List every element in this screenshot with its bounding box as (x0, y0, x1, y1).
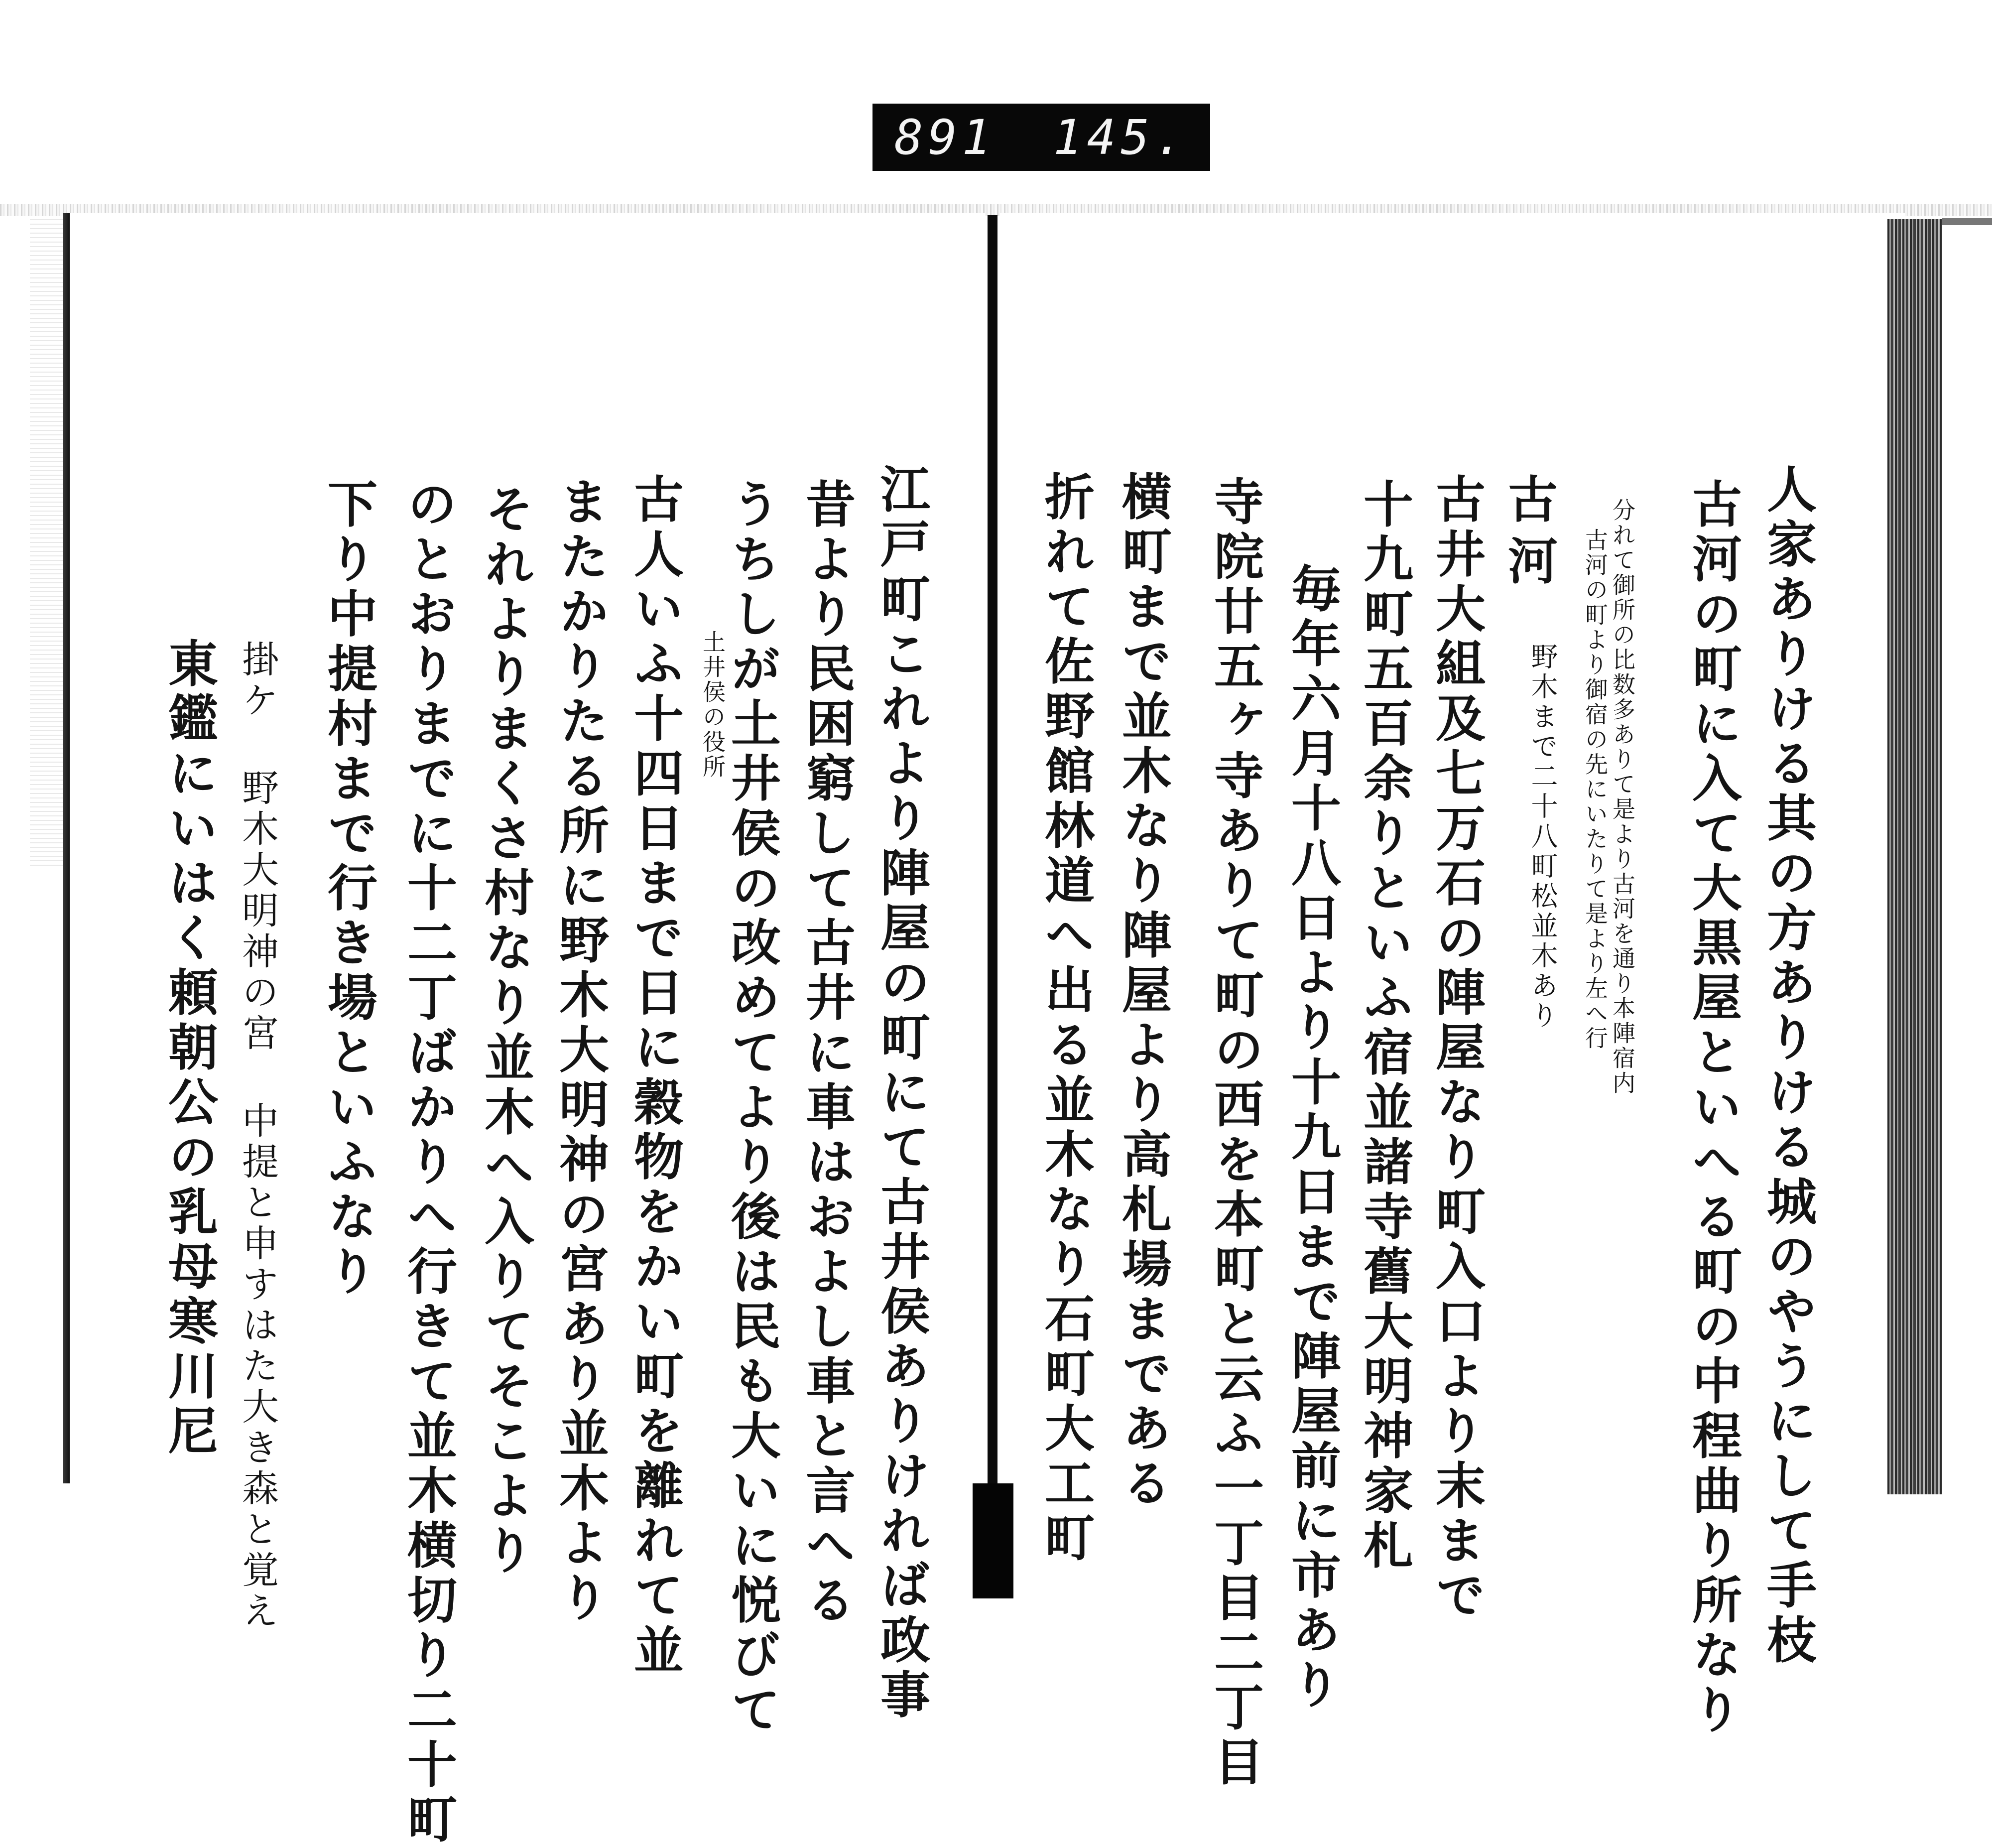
left-line-5: またかりたる所に野木大明神の宮あり並木より (551, 476, 610, 1626)
book-spine-gutter (988, 215, 997, 1485)
right-line-2: 古河の町に入て大黒屋といへる町の中程曲り所なり (1684, 478, 1743, 1738)
left-note-1: 土井侯の役所 (699, 630, 726, 780)
right-line-3: 古河 (1499, 473, 1558, 597)
left-line-7: のとおりまでに十二丁ばかりへ行きて並木横切り二十町 (399, 478, 458, 1848)
left-line-6: それよりまくさ村なり並木へ入りてそこより (476, 483, 535, 1579)
left-scan-noise (30, 219, 65, 867)
right-book-edge (1887, 219, 1942, 1494)
catalog-label (872, 104, 1210, 171)
left-note-2: 掛ケ 野木大明神の宮 中提と申すはた大き森と覚え (236, 640, 279, 1632)
catalog-label-left: 891 (894, 109, 996, 165)
right-note-2: 古河の町より御宿の先にいたりて是より左へ行 (1582, 528, 1609, 1051)
left-line-2: 昔より民困窮して古井に車はおよし車と言へる (797, 478, 856, 1629)
right-line-7: 寺院廿五ヶ寺ありて町の西を本町と云ふ一丁目二丁目 (1206, 476, 1264, 1791)
right-line-9: 折れて佐野館林道へ出る並木なり石町大工町 (1036, 471, 1095, 1567)
book-spine-foot (973, 1483, 1013, 1598)
right-line-6: 毎年六月十八日より十九日まで陣屋前に市あり (1283, 563, 1342, 1714)
right-note-3: 野木まで二十八町松並木あり (1527, 643, 1558, 1031)
right-line-5: 十九町五百余りといふ宿並諸寺舊大明神家札 (1355, 478, 1414, 1574)
right-line-8: 横町まで並木なり陣屋より高札場まである (1114, 471, 1172, 1512)
left-line-8: 下り中提村まで行き場といふなり (319, 478, 378, 1300)
left-line-9: 東鑑にいはく頼朝公の乳母寒川尼 (160, 638, 219, 1459)
right-line-1: 人家ありける其の方ありける城のやうにして手枝 (1758, 463, 1817, 1669)
right-note-1: 分れて御所の比数多ありて是より古河を通り本陣宿内 (1609, 498, 1636, 1096)
right-page-fringe (1942, 218, 1992, 225)
catalog-label-right: 145. (1053, 109, 1188, 165)
left-line-4: 古人いふ十四日まで日に穀物をかい町を離れて並 (625, 473, 684, 1679)
left-line-3: うちしが土井侯の改めてより後は民も大いに悦びて (723, 478, 781, 1738)
left-line-1: 江戸町これより陣屋の町にて古井侯ありければ政事 (872, 463, 931, 1723)
right-line-4: 古井大組及七万石の陣屋なり町入口より末まで (1427, 473, 1486, 1624)
